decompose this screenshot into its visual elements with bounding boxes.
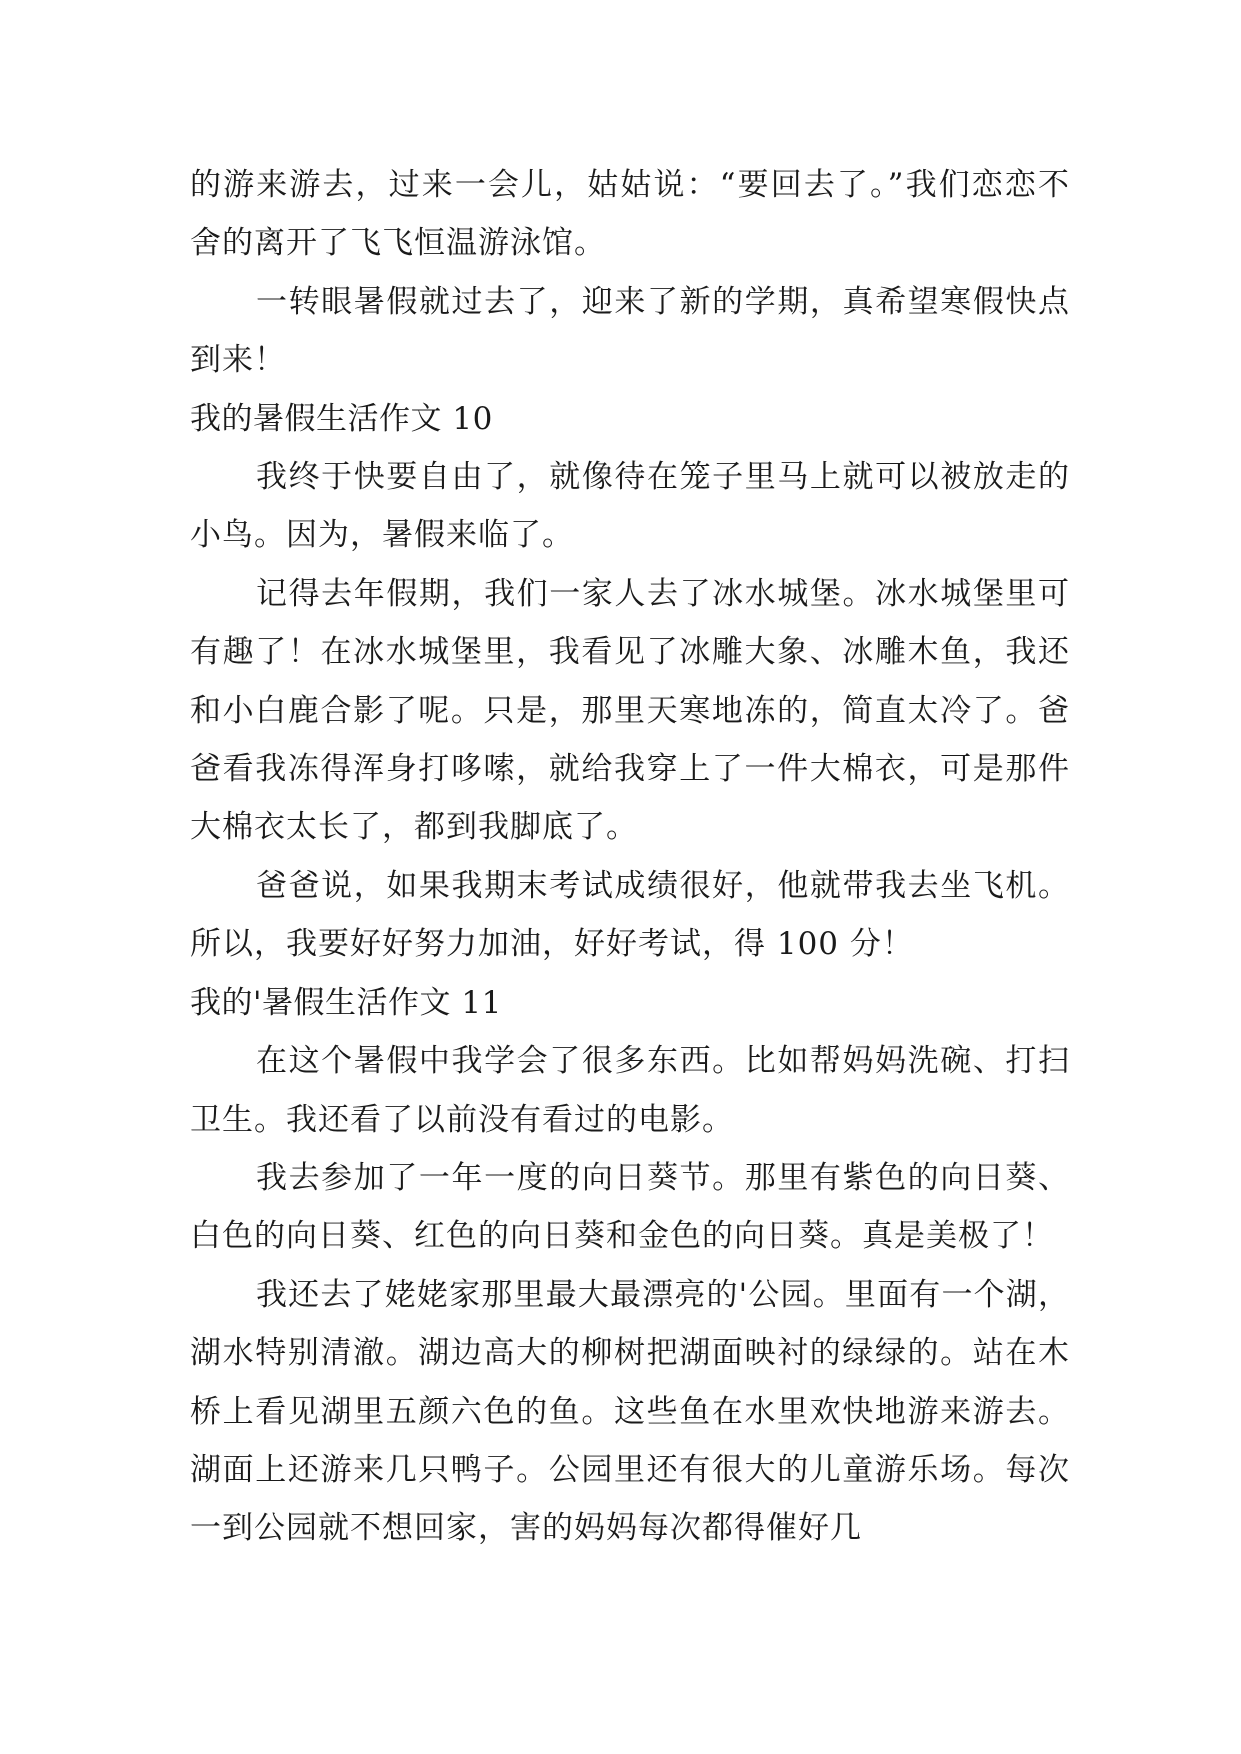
essay-heading: 我的'暑假生活作文 11 <box>190 984 502 1021</box>
paragraph: 我终于快要自由了，就像待在笼子里马上就可以被放走的小鸟。因为，暑假来临了。 <box>190 459 1070 554</box>
paragraph: 爸爸说，如果我期末考试成绩很好，他就带我去坐飞机。所以，我要好好努力加油，好好考试，得 100 分！ <box>190 867 1070 963</box>
essay-heading: 我的暑假生活作文 10 <box>190 400 493 437</box>
paragraph: 我去参加了一年一度的向日葵节。那里有紫色的向日葵、白色的向日葵、红色的向日葵和金色的向日葵。真是美极了！ <box>190 1159 1070 1255</box>
paragraph: 一转眼暑假就过去了，迎来了新的学期，真希望寒假快点到来！ <box>190 283 1070 379</box>
paragraph: 在这个暑假中我学会了很多东西。比如帮妈妈洗碗、打扫卫生。我还看了以前没有看过的电影。 <box>190 1043 1070 1138</box>
paragraph: 记得去年假期，我们一家人去了冰水城堡。冰水城堡里可有趣了！在冰水城堡里，我看见了冰雕大象、冰雕木鱼，我还和小白鹿合影了呢。只是，那里天寒地冻的，简直太冷了。爸爸看我冻得浑身打哆嗦，就给我穿上了一件大棉衣，可是那件大棉衣太长了，都到我脚底了。 <box>190 575 1070 846</box>
paragraph: 我还去了姥姥家那里最大最漂亮的'公园。里面有一个湖，湖水特别清澈。湖边高大的柳树把湖面映衬的绿绿的。站在木桥上看见湖里五颜六色的鱼。这些鱼在水里欢快地游来游去。湖面上还游来几只鸭子。公园里还有很大的儿童游乐场。每次一到公园就不想回家，害的妈妈每次都得催好几 <box>190 1276 1070 1547</box>
document-body <box>190 156 1070 1558</box>
paragraph-continuation: 的游来游去，过来一会儿，姑姑说：“要回去了。”我们恋恋不舍的离开了飞飞恒温游泳馆。 <box>190 167 1070 262</box>
